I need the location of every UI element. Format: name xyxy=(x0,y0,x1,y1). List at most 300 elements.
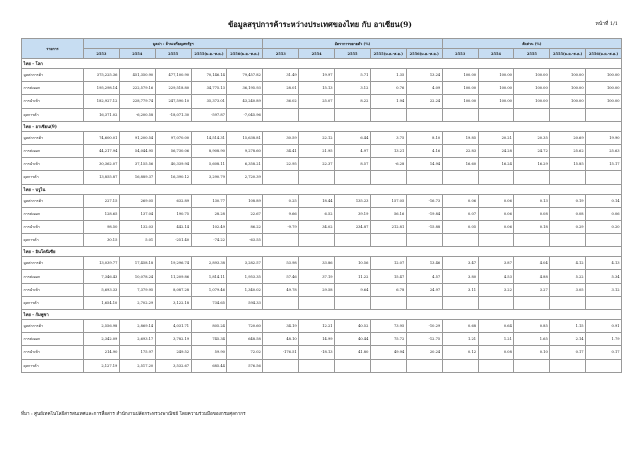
table-cell: 0.18 xyxy=(514,220,550,233)
table-cell xyxy=(263,108,299,121)
table-cell: 11,209.86 xyxy=(155,270,191,283)
table-cell: 100.00 xyxy=(550,82,586,95)
section-header-row xyxy=(22,247,622,257)
table-cell: 75.72 xyxy=(370,333,406,346)
table-cell xyxy=(550,171,586,184)
table-row xyxy=(22,283,622,296)
table-cell: 24.72 xyxy=(514,144,550,157)
year-header: 2554 xyxy=(478,49,514,59)
table-cell xyxy=(442,234,478,247)
table-cell xyxy=(299,296,335,309)
table-row xyxy=(22,82,622,95)
table-cell: 100.00 xyxy=(442,69,478,82)
table-cell xyxy=(514,171,550,184)
table-cell: 100.00 xyxy=(478,95,514,108)
table-cell: 249.52 xyxy=(155,346,191,359)
table-cell: 49.78 xyxy=(263,283,299,296)
section-title: ไทย - อินโดนีเซีย xyxy=(22,247,622,257)
table-cell: 3.75 xyxy=(370,131,406,144)
table-cell: 100.00 xyxy=(442,95,478,108)
table-cell: 135.23 xyxy=(335,194,371,207)
table-cell: 3,122.18 xyxy=(155,296,191,309)
table-cell: 19.97 xyxy=(299,69,335,82)
table-cell: 222,579.16 xyxy=(119,82,155,95)
table-cell xyxy=(514,359,550,372)
table-cell: -74.22 xyxy=(191,234,227,247)
year-header: 2555 xyxy=(155,49,191,59)
table-cell xyxy=(442,108,478,121)
table-cell: 2,693.17 xyxy=(119,333,155,346)
table-cell: 12.21 xyxy=(299,320,335,333)
table-cell: 477,100.90 xyxy=(155,69,191,82)
table-cell: 0.06 xyxy=(478,220,514,233)
table-cell: 7,379.95 xyxy=(119,283,155,296)
table-cell: 5.34 xyxy=(586,270,622,283)
table-cell xyxy=(550,359,586,372)
table-cell xyxy=(478,296,514,309)
table-cell: 4.09 xyxy=(406,82,442,95)
table-cell: 15.47 xyxy=(370,270,406,283)
table-cell: 39.19 xyxy=(335,207,371,220)
table-cell: 195,298.14 xyxy=(84,82,120,95)
table-cell: 375,225.36 xyxy=(84,69,120,82)
table-cell: 3,290.79 xyxy=(191,171,227,184)
table-cell: 0.29 xyxy=(550,220,586,233)
table-cell: 22.95 xyxy=(263,158,299,171)
table-cell: 34.41 xyxy=(263,144,299,157)
table-cell: 1.79 xyxy=(586,333,622,346)
table-cell: 5.01 xyxy=(119,234,155,247)
table-cell: 54,044.95 xyxy=(119,144,155,157)
table-cell: 97,070.00 xyxy=(155,131,191,144)
table-cell: 2,127.19 xyxy=(84,359,120,372)
table-row xyxy=(22,234,622,247)
item-column-header: รายการ xyxy=(22,39,84,59)
table-cell: 48.10 xyxy=(263,333,299,346)
table-cell: 43,240.89 xyxy=(227,95,263,108)
table-cell: 9.66 xyxy=(263,207,299,220)
table-cell: 0.68 xyxy=(442,320,478,333)
table-row xyxy=(22,144,622,157)
table-cell: 73.95 xyxy=(370,320,406,333)
table-cell: 28.28 xyxy=(191,207,227,220)
table-cell: 14.99 xyxy=(299,333,335,346)
table-cell: 3.22 xyxy=(478,283,514,296)
table-cell: 57.46 xyxy=(263,270,299,283)
table-cell: 3,532.67 xyxy=(155,359,191,372)
row-label: มูลค่าการค้า xyxy=(22,69,84,82)
row-label: การนำเข้า xyxy=(22,283,84,296)
year-header: 2555 xyxy=(335,49,371,59)
table-cell xyxy=(478,359,514,372)
table-cell: 100.00 xyxy=(442,82,478,95)
table-cell: 36.02 xyxy=(263,95,299,108)
table-cell: 24.97 xyxy=(406,283,442,296)
table-cell: -16.73 xyxy=(406,194,442,207)
table-cell: 100.00 xyxy=(586,82,622,95)
table-cell: 20.35 xyxy=(514,131,550,144)
table-cell: -6.28 xyxy=(370,158,406,171)
table-cell: 2.14 xyxy=(550,333,586,346)
table-cell: 3.27 xyxy=(514,283,550,296)
table-cell xyxy=(370,296,406,309)
table-cell: 35,373.01 xyxy=(191,95,227,108)
table-cell: 40.44 xyxy=(335,333,371,346)
table-row xyxy=(22,95,622,108)
table-cell: 8.57 xyxy=(335,158,371,171)
row-label: การนำเข้า xyxy=(22,220,84,233)
year-header: 2556(ม.ค.-ส.ค.) xyxy=(227,49,263,59)
table-cell: 100.00 xyxy=(586,69,622,82)
section-title: ไทย - บรูไน xyxy=(22,184,622,194)
table-cell: 7,346.43 xyxy=(84,270,120,283)
table-cell: 0.20 xyxy=(586,220,622,233)
table-cell xyxy=(442,171,478,184)
table-cell: 33.86 xyxy=(299,257,335,270)
header-group-row xyxy=(22,39,622,49)
table-cell: 6,358.21 xyxy=(227,158,263,171)
table-cell xyxy=(442,359,478,372)
table-cell xyxy=(299,234,335,247)
share-group-header: สัดส่วน (%) xyxy=(442,39,621,49)
table-cell: 100.00 xyxy=(478,82,514,95)
table-cell: 9.64 xyxy=(335,283,371,296)
table-cell xyxy=(406,171,442,184)
table-cell: 3.11 xyxy=(442,283,478,296)
table-cell: 269.05 xyxy=(119,194,155,207)
table-cell: 805.24 xyxy=(191,320,227,333)
table-cell: 745.34 xyxy=(191,333,227,346)
table-cell: 16.24 xyxy=(478,158,514,171)
table-cell: 37.19 xyxy=(299,270,335,283)
table-cell: 2,893.38 xyxy=(191,257,227,270)
table-cell: 15,638.81 xyxy=(227,131,263,144)
table-cell: 28.01 xyxy=(263,82,299,95)
row-label: การส่งออก xyxy=(22,333,84,346)
table-cell: 0.76 xyxy=(370,82,406,95)
table-cell: 100.00 xyxy=(478,69,514,82)
table-cell: 2,720.39 xyxy=(227,171,263,184)
table-cell: 227.15 xyxy=(84,194,120,207)
section-header-row xyxy=(22,184,622,194)
table-cell: 0.07 xyxy=(442,207,478,220)
row-label: ดุลการค้า xyxy=(22,359,84,372)
table-cell: 15.13 xyxy=(299,82,335,95)
table-cell xyxy=(370,108,406,121)
table-cell: 30.59 xyxy=(263,131,299,144)
table-cell: 12.07 xyxy=(370,257,406,270)
table-row xyxy=(22,320,622,333)
table-cell: 5,608.11 xyxy=(191,158,227,171)
table-cell xyxy=(550,296,586,309)
table-cell: 2,869.14 xyxy=(119,320,155,333)
table-cell xyxy=(370,171,406,184)
table-cell: 108.89 xyxy=(227,194,263,207)
table-cell: 44,217.94 xyxy=(84,144,120,157)
table-row xyxy=(22,131,622,144)
section-header-row xyxy=(22,59,622,69)
table-cell: 86.22 xyxy=(227,220,263,233)
table-cell: 22.12 xyxy=(299,131,335,144)
table-cell: 10.56 xyxy=(335,257,371,270)
table-row xyxy=(22,207,622,220)
table-cell: 0.25 xyxy=(263,194,299,207)
table-cell: 100.00 xyxy=(514,69,550,82)
table-cell: 6.78 xyxy=(370,283,406,296)
table-cell: 100.00 xyxy=(550,69,586,82)
row-label: การนำเข้า xyxy=(22,158,84,171)
table-cell: 16,371.02 xyxy=(84,108,120,121)
table-cell xyxy=(370,359,406,372)
table-cell xyxy=(406,108,442,121)
table-row xyxy=(22,296,622,309)
table-cell xyxy=(406,359,442,372)
table-cell: 30.15 xyxy=(84,234,120,247)
table-cell: 3.12 xyxy=(586,283,622,296)
table-cell: 14.94 xyxy=(406,158,442,171)
table-row xyxy=(22,194,622,207)
year-header: 2556(ม.ค.-ส.ค.) xyxy=(406,49,442,59)
table-cell: 22.83 xyxy=(442,144,478,157)
table-cell: 37,155.56 xyxy=(119,158,155,171)
table-cell: 4.04 xyxy=(514,257,550,270)
row-label: การส่งออก xyxy=(22,270,84,283)
table-cell: 228,779.74 xyxy=(119,95,155,108)
table-cell: 1,953.35 xyxy=(227,270,263,283)
table-cell: 3.80 xyxy=(442,270,478,283)
table-cell: 4.53 xyxy=(478,270,514,283)
row-label: การนำเข้า xyxy=(22,95,84,108)
source-footnote: ที่มา : ศูนย์เทคโนโลยีสารสนเทศและการสื่อสาร สำนักงานปลัดกระทรวงพาณิชย์ โดยความร่วมมือของกรมศุลกากร xyxy=(21,412,246,417)
table-cell: 5,693.33 xyxy=(84,283,120,296)
year-header: 2555(ม.ค.-ส.ค.) xyxy=(191,49,227,59)
table-cell: 0.08 xyxy=(514,207,550,220)
table-cell: 16.29 xyxy=(514,158,550,171)
table-cell: 25.62 xyxy=(550,144,586,157)
table-cell: 5.71 xyxy=(335,69,371,82)
table-cell: 2,342.09 xyxy=(84,333,120,346)
table-cell: 720.60 xyxy=(227,320,263,333)
table-cell: 576.56 xyxy=(227,359,263,372)
table-cell: 3,282.57 xyxy=(227,257,263,270)
table-cell: 1,814.11 xyxy=(191,270,227,283)
table-cell: 53.98 xyxy=(263,257,299,270)
table-cell: 10,078.24 xyxy=(119,270,155,283)
table-cell: 3.12 xyxy=(335,82,371,95)
table-cell: 98.50 xyxy=(84,220,120,233)
table-cell: 132.03 xyxy=(119,220,155,233)
section-header-row xyxy=(22,310,622,320)
table-cell: 137.04 xyxy=(119,207,155,220)
table-cell: 0.05 xyxy=(442,220,478,233)
table-cell xyxy=(514,234,550,247)
table-cell xyxy=(586,234,622,247)
table-row xyxy=(22,346,622,359)
table-body xyxy=(22,59,622,373)
table-cell: 19,296.74 xyxy=(155,257,191,270)
table-cell xyxy=(406,234,442,247)
table-cell: -63.55 xyxy=(227,234,263,247)
table-cell: 190.75 xyxy=(155,207,191,220)
table-cell: 5.22 xyxy=(550,270,586,283)
table-cell: 19.90 xyxy=(586,131,622,144)
table-row xyxy=(22,108,622,121)
trade-summary-table xyxy=(21,38,622,373)
table-cell: -18,071.30 xyxy=(155,108,191,121)
table-cell: 56.16 xyxy=(370,207,406,220)
table-cell: 6.52 xyxy=(299,207,335,220)
year-header: 2556(ม.ค.-ส.ค.) xyxy=(586,49,622,59)
table-cell: 34.02 xyxy=(299,220,335,233)
table-row xyxy=(22,158,622,171)
table-cell: 18.44 xyxy=(299,194,335,207)
year-header: 2553 xyxy=(84,49,120,59)
table-cell xyxy=(550,234,586,247)
section-title: ไทย - อาเซียน(9) xyxy=(22,121,622,131)
table-cell: 0.08 xyxy=(478,346,514,359)
row-label: ดุลการค้า xyxy=(22,296,84,309)
table-cell: 34.19 xyxy=(263,320,299,333)
table-cell xyxy=(478,234,514,247)
table-cell: 21.95 xyxy=(299,144,335,157)
table-cell: 0.08 xyxy=(550,207,586,220)
table-cell: 4,031.71 xyxy=(155,320,191,333)
table-cell xyxy=(586,359,622,372)
table-cell: 0.17 xyxy=(586,346,622,359)
table-cell: 0.85 xyxy=(514,320,550,333)
table-cell: 8.22 xyxy=(335,95,371,108)
table-cell: 29.58 xyxy=(299,283,335,296)
year-header: 2555 xyxy=(514,49,550,59)
table-cell: 20.21 xyxy=(478,131,514,144)
table-cell: 3.47 xyxy=(442,257,478,270)
table-cell: 0.10 xyxy=(514,346,550,359)
table-cell xyxy=(514,296,550,309)
table-cell: 4.12 xyxy=(550,257,586,270)
table-cell: 0.06 xyxy=(442,194,478,207)
table-cell: 3.05 xyxy=(550,283,586,296)
table-cell xyxy=(335,296,371,309)
table-cell: 6.44 xyxy=(335,131,371,144)
table-cell: 79,457.82 xyxy=(227,69,263,82)
table-cell: 128.65 xyxy=(84,207,120,220)
table-cell: 9,278.60 xyxy=(227,144,263,157)
table-cell: 100.00 xyxy=(586,95,622,108)
row-label: มูลค่าการค้า xyxy=(22,194,84,207)
table-cell: 4.57 xyxy=(406,270,442,283)
table-cell: 15.85 xyxy=(550,158,586,171)
table-row xyxy=(22,270,622,283)
table-cell: 130.77 xyxy=(191,194,227,207)
table-cell: 20.69 xyxy=(550,131,586,144)
table-cell: 8,087.28 xyxy=(155,283,191,296)
table-cell: -6,200.58 xyxy=(119,108,155,121)
table-cell: 247,590.10 xyxy=(155,95,191,108)
table-cell xyxy=(335,108,371,121)
year-header: 2555(ม.ค.-ส.ค.) xyxy=(370,49,406,59)
table-cell: 4.16 xyxy=(406,144,442,157)
row-label: ดุลการค้า xyxy=(22,234,84,247)
table-cell: 0.91 xyxy=(586,320,622,333)
table-cell: -19.84 xyxy=(406,207,442,220)
table-row xyxy=(22,257,622,270)
table-cell: 1.94 xyxy=(370,95,406,108)
table-cell xyxy=(263,171,299,184)
table-cell: 0.06 xyxy=(478,194,514,207)
row-label: มูลค่าการค้า xyxy=(22,320,84,333)
year-header: 2555(ม.ค.-ส.ค.) xyxy=(550,49,586,59)
page-number: หน้าที่ 1/1 xyxy=(595,21,618,27)
table-cell: 229,518.80 xyxy=(155,82,191,95)
table-cell: 25.07 xyxy=(299,95,335,108)
table-cell xyxy=(478,108,514,121)
value-group-header: มูลค่า : ล้านเหรียญสหรัฐฯ xyxy=(84,39,263,49)
table-cell: 734.65 xyxy=(191,296,227,309)
table-cell: 2,702.29 xyxy=(119,296,155,309)
table-cell: 0.14 xyxy=(586,194,622,207)
table-cell: 1.65 xyxy=(514,333,550,346)
table-cell: 100.00 xyxy=(514,95,550,108)
table-row xyxy=(22,220,622,233)
year-header: 2554 xyxy=(299,49,335,59)
table-cell: 41.80 xyxy=(335,346,371,359)
table-cell: 648.58 xyxy=(227,333,263,346)
table-cell xyxy=(299,108,335,121)
row-label: การส่งออก xyxy=(22,82,84,95)
table-cell xyxy=(478,171,514,184)
table-cell xyxy=(335,234,371,247)
table-cell: 13.21 xyxy=(370,144,406,157)
row-label: ดุลการค้า xyxy=(22,171,84,184)
table-cell: 70,146.14 xyxy=(191,69,227,82)
table-cell: 685.44 xyxy=(191,359,227,372)
table-cell xyxy=(550,108,586,121)
table-cell: 182,927.12 xyxy=(84,95,120,108)
table-cell: 40,339.94 xyxy=(155,158,191,171)
row-label: การนำเข้า xyxy=(22,346,84,359)
year-header: 2553 xyxy=(442,49,478,59)
table-cell: -15.88 xyxy=(406,220,442,233)
table-cell: 0.17 xyxy=(550,346,586,359)
table-cell: 4.97 xyxy=(335,144,371,157)
table-cell: 13.46 xyxy=(406,257,442,270)
table-cell xyxy=(263,296,299,309)
table-cell: 56,730.06 xyxy=(155,144,191,157)
header-year-row xyxy=(22,49,622,59)
table-cell: 16,889.37 xyxy=(119,171,155,184)
table-cell: 1,340.02 xyxy=(227,283,263,296)
table-cell: 13,039.77 xyxy=(84,257,120,270)
table-cell: 24.28 xyxy=(478,144,514,157)
table-cell: 13.24 xyxy=(406,69,442,82)
table-cell: 14,514.31 xyxy=(191,131,227,144)
table-cell xyxy=(263,234,299,247)
table-cell: 16,390.12 xyxy=(155,171,191,184)
table-cell xyxy=(335,171,371,184)
table-cell xyxy=(335,359,371,372)
table-cell: 34,775.13 xyxy=(191,82,227,95)
page-title: ข้อมูลสรุปการค้าระหว่างประเทศของไทย กับ อาเซียน(9) xyxy=(228,20,412,29)
table-cell: 8,908.90 xyxy=(191,144,227,157)
table-cell: -7,045.96 xyxy=(227,108,263,121)
table-cell: 25.63 xyxy=(586,144,622,157)
table-cell: 157.05 xyxy=(370,194,406,207)
table-cell: 1.21 xyxy=(478,333,514,346)
table-cell: -597.87 xyxy=(191,108,227,121)
table-cell: 15.17 xyxy=(586,158,622,171)
table-cell: 91,200.54 xyxy=(119,131,155,144)
table-cell: 234.87 xyxy=(335,220,371,233)
